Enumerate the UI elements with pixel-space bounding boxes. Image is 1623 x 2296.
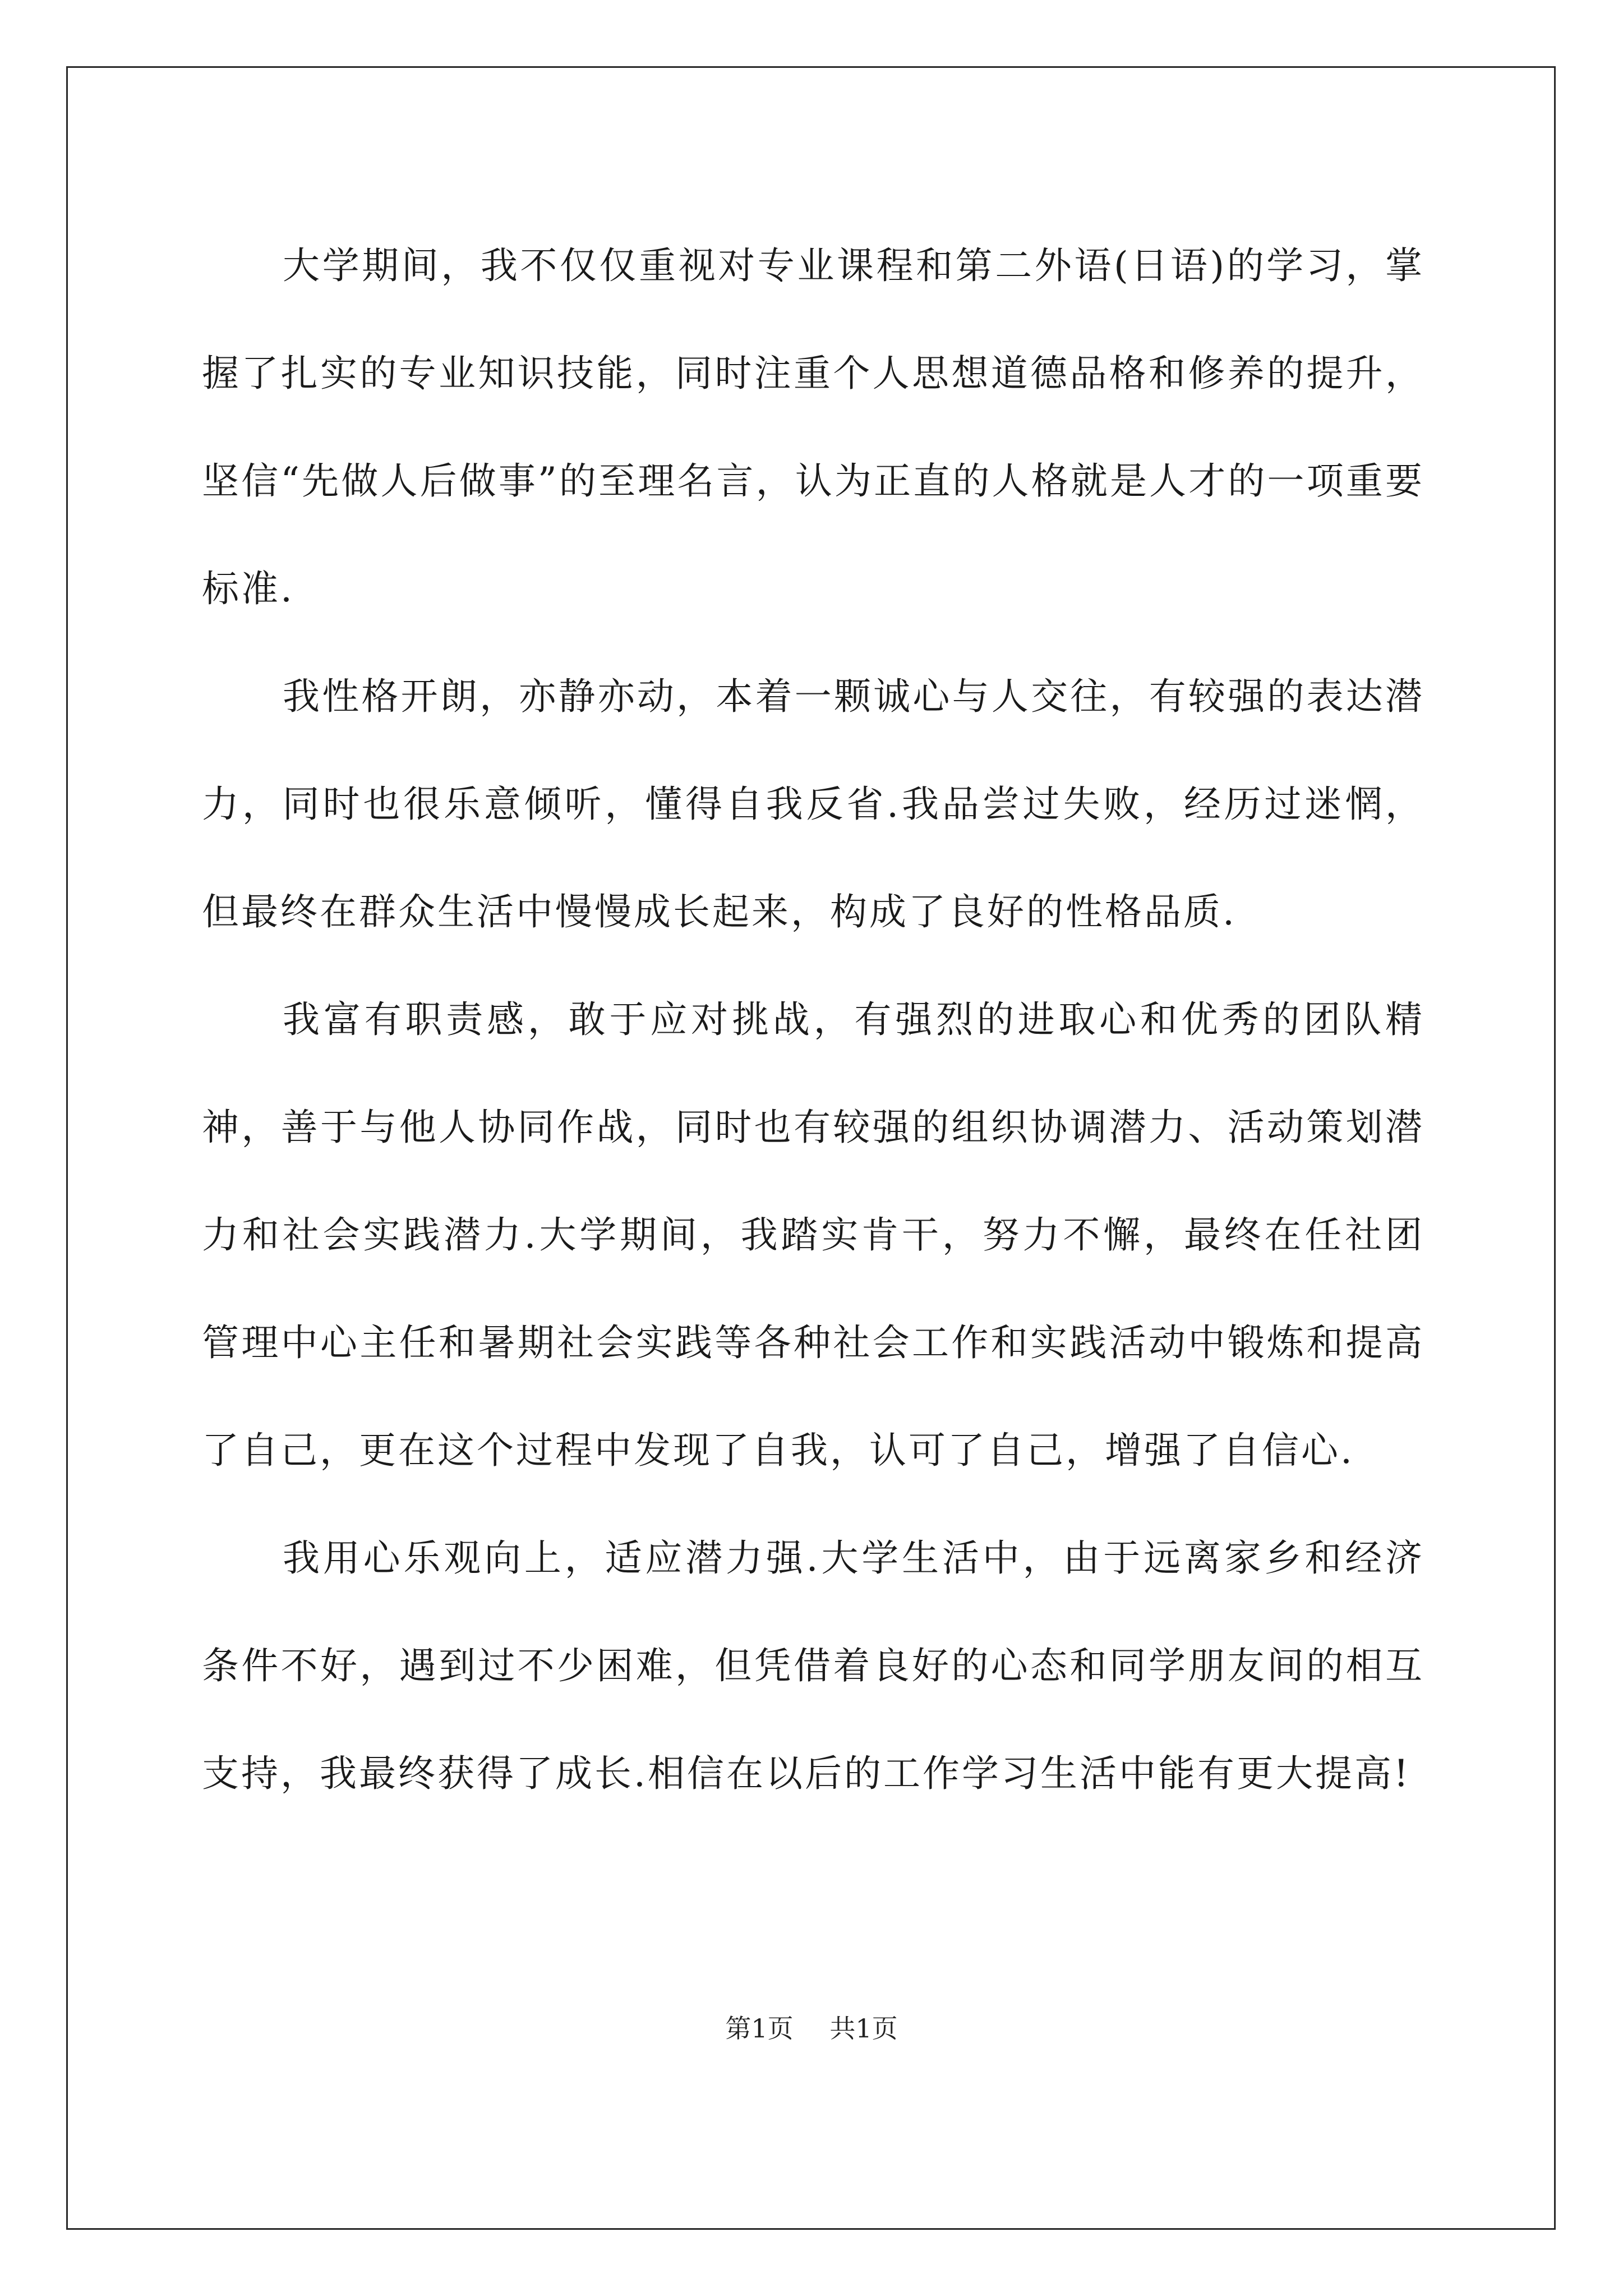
paragraph-4: 我用心乐观向上，适应潜力强.大学生活中，由于远离家乡和经济条件不好，遇到过不少困难，但凭借着良好的心态和同学朋友间的相互支持，我最终获得了成长.相信在以后的工作学习生活中能有更大提高! xyxy=(202,1536,1424,1795)
document-body xyxy=(202,212,1424,1828)
paragraph-3: 我富有职责感，敢于应对挑战，有强烈的进取心和优秀的团队精神，善于与他人协同作战，同时也有较强的组织协调潜力、活动策划潜力和社会实践潜力.大学期间，我踏实肯干，努力不懈，最终在任社团管理中心主任和暑期社会实践等各种社会工作和实践活动中锻炼和提高了自己，更在这个过程中发现了自我，认可了自己，增强了自信心. xyxy=(202,998,1424,1472)
page-footer xyxy=(0,2008,1623,2045)
page-number: 第1页 xyxy=(725,2013,794,2044)
paragraph-2: 我性格开朗，亦静亦动，本着一颗诚心与人交往，有较强的表达潜力，同时也很乐意倾听，懂得自我反省.我品尝过失败，经历过迷惘，但最终在群众生活中慢慢成长起来，构成了良好的性格品质. xyxy=(202,675,1424,933)
page-total: 共1页 xyxy=(829,2013,898,2044)
paragraph-1: 大学期间，我不仅仅重视对专业课程和第二外语(日语)的学习，掌握了扎实的专业知识技能，同时注重个人思想道德品格和修养的提升，坚信“先做人后做事”的至理名言，认为正直的人格就是人才的一项重要标准. xyxy=(202,244,1424,610)
